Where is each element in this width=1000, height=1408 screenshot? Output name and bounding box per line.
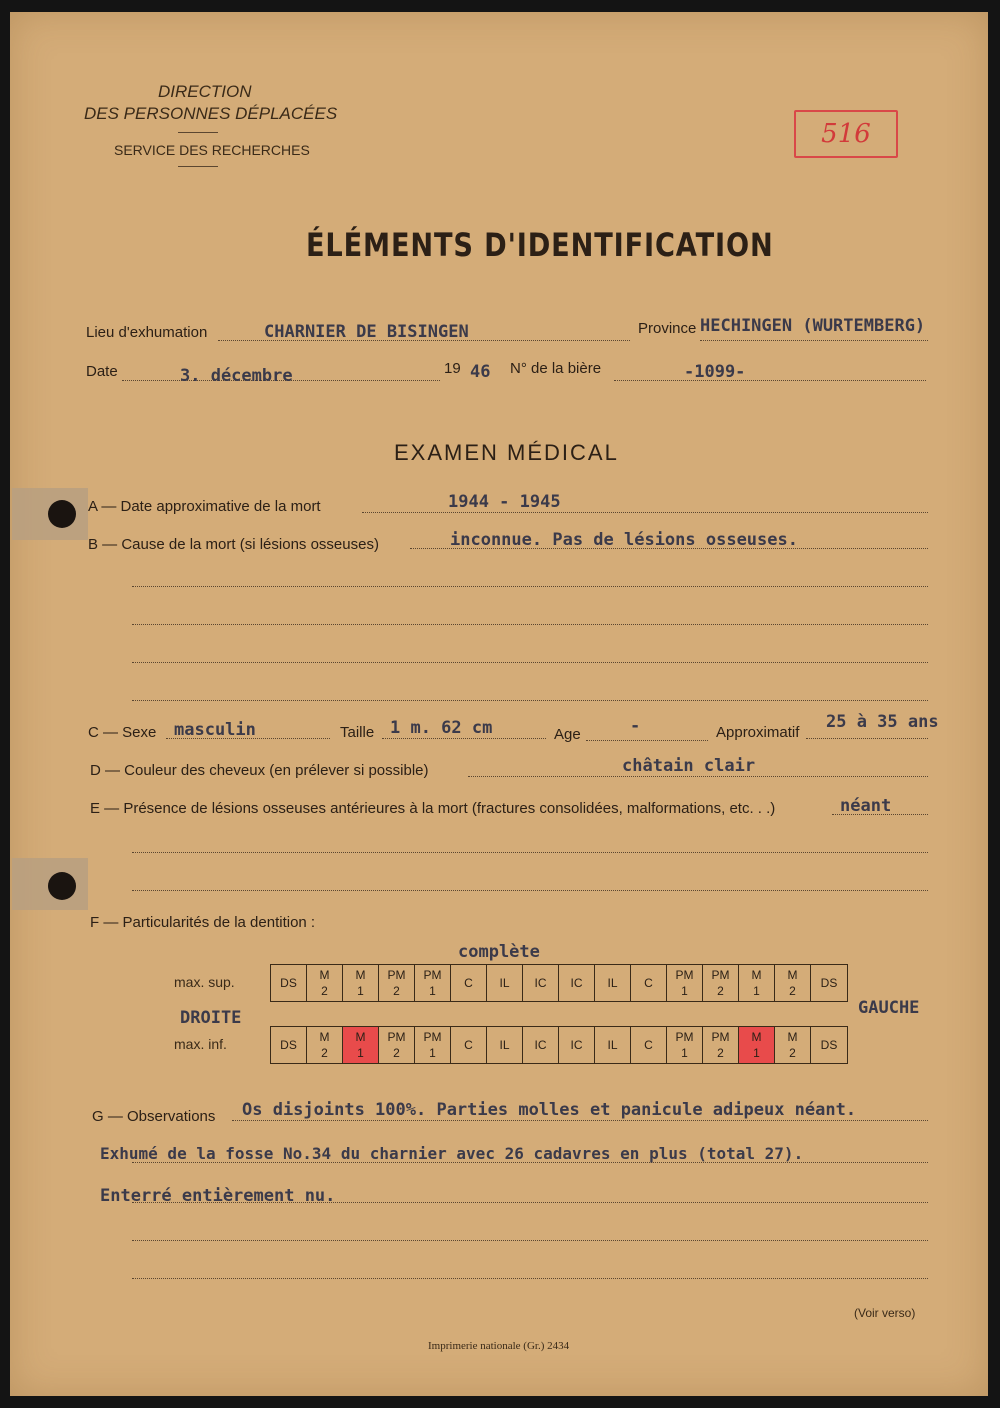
tooth-code: IC [570, 976, 583, 990]
tooth-cell [811, 965, 847, 1001]
tooth-number: 1 [753, 984, 760, 998]
tooth-code: DS [280, 976, 297, 990]
blank-line [132, 890, 928, 891]
tooth-cell [271, 965, 307, 1001]
blank-line [132, 624, 928, 625]
tooth-code: IC [570, 1038, 583, 1052]
tooth-cell [523, 1027, 559, 1063]
lower-teeth-chart [270, 1026, 848, 1064]
observation-line-2: Exhumé de la fosse No.34 du charnier avec 26 cadavres en plus (total 27). [100, 1144, 804, 1163]
header-divider [178, 132, 218, 133]
tooth-code: DS [820, 976, 838, 990]
a-value: 1944 - 1945 [448, 492, 561, 512]
tooth-cell [559, 965, 595, 1001]
tooth-code: C [464, 1038, 473, 1052]
tooth-number: 2 [717, 1046, 724, 1060]
imprimerie-footer: Imprimerie nationale (Gr.) 2434 [428, 1340, 570, 1352]
province-value: HECHINGEN (WURTEMBERG) [700, 316, 926, 336]
tooth-cell [415, 1027, 451, 1063]
tooth-code: C [464, 976, 473, 990]
tooth-cell [379, 965, 415, 1001]
tooth-cell [271, 1027, 307, 1063]
date-value: 3. décembre [180, 366, 293, 386]
blank-line [132, 1278, 928, 1279]
tooth-code: IC [534, 976, 547, 990]
tooth-number: 1 [681, 1046, 688, 1060]
tooth-code: M [319, 968, 330, 982]
blank-line [132, 852, 928, 853]
g-label: G — Observations [92, 1108, 216, 1125]
tooth-number: 1 [357, 984, 364, 998]
tooth-cell [739, 965, 775, 1001]
tooth-cell [595, 1027, 631, 1063]
blank-line [132, 662, 928, 663]
tooth-code: M [787, 1030, 798, 1044]
dentition-complete-note: complète [458, 942, 540, 962]
province-label: Province [638, 320, 697, 337]
tooth-number: 2 [393, 984, 400, 998]
tooth-number: 2 [717, 984, 724, 998]
tooth-cell [307, 965, 343, 1001]
e-value: néant [840, 796, 892, 816]
biere-label: N° de la bière [510, 360, 602, 377]
tooth-number: 1 [429, 1046, 436, 1060]
observation-line-1: Os disjoints 100%. Parties molles et panicule adipeux néant. [242, 1100, 857, 1120]
tooth-number: 1 [357, 1046, 364, 1060]
tooth-cell [703, 1027, 739, 1063]
b-value: inconnue. Pas de lésions osseuses. [450, 530, 798, 550]
tooth-number: 2 [789, 1046, 796, 1060]
observation-line-3: Enterré entièrement nu. [100, 1186, 336, 1206]
tooth-cell [631, 965, 667, 1001]
tooth-cell [415, 965, 451, 1001]
year-value: 46 [470, 362, 491, 382]
tooth-code: PM [711, 968, 730, 982]
tooth-cell [595, 965, 631, 1001]
tooth-code: PM [387, 968, 406, 982]
c-age-value: - [630, 716, 641, 736]
tooth-code: PM [423, 1030, 442, 1044]
tooth-code: M [787, 968, 798, 982]
voir-verso: (Voir verso) [854, 1306, 916, 1320]
tooth-cell [451, 965, 487, 1001]
tooth-code: IL [607, 1038, 618, 1052]
tooth-cell [343, 1027, 379, 1063]
tooth-code: IL [499, 1038, 510, 1052]
a-label: A — Date approximative de la mort [88, 498, 321, 515]
e-label: E — Présence de lésions osseuses antérieures à la mort (fractures consolidées, malformations, etc. . .) [90, 800, 776, 817]
tooth-code: IC [534, 1038, 547, 1052]
blank-line [132, 586, 928, 587]
tooth-cell [523, 965, 559, 1001]
tooth-number: 1 [753, 1046, 760, 1060]
c-approx-label: Approximatif [716, 724, 800, 741]
header-service: SERVICE DES RECHERCHES [114, 142, 310, 158]
tooth-cell [775, 965, 811, 1001]
tooth-cell [559, 1027, 595, 1063]
tooth-cell [811, 1027, 847, 1063]
c-sexe-label: C — Sexe [88, 724, 157, 741]
punch-hole [48, 872, 76, 900]
tooth-code: PM [675, 968, 694, 982]
reference-stamp: 516 [794, 110, 898, 158]
tooth-cell [667, 1027, 703, 1063]
lieu-value: CHARNIER DE BISINGEN [264, 322, 469, 342]
tooth-number: 2 [393, 1046, 400, 1060]
year-prefix: 19 [444, 360, 461, 377]
max-inf-label: max. inf. [174, 1036, 227, 1052]
tooth-code: DS [820, 1038, 838, 1052]
upper-teeth-chart [270, 964, 848, 1002]
tooth-code: IL [499, 976, 510, 990]
tooth-cell [307, 1027, 343, 1063]
gauche-label: GAUCHE [858, 998, 920, 1018]
tooth-cell [343, 965, 379, 1001]
tooth-code: M [355, 968, 366, 982]
header-personnes: DES PERSONNES DÉPLACÉES [84, 104, 338, 123]
form-page [10, 12, 988, 1396]
tooth-cell [775, 1027, 811, 1063]
tooth-code: C [644, 976, 653, 990]
date-label: Date [86, 363, 118, 380]
tooth-code: PM [387, 1030, 406, 1044]
blank-line [132, 700, 928, 701]
max-sup-label: max. sup. [174, 974, 235, 990]
c-taille-value: 1 m. 62 cm [390, 718, 493, 738]
tooth-code: M [751, 968, 762, 982]
header-direction: DIRECTION [158, 82, 252, 101]
tooth-code: M [355, 1030, 366, 1044]
biere-value: -1099- [684, 362, 746, 382]
tooth-code: PM [711, 1030, 730, 1044]
tooth-cell [487, 965, 523, 1001]
tooth-number: 2 [321, 984, 328, 998]
c-sexe-value: masculin [174, 720, 256, 740]
section-title: EXAMEN MÉDICAL [394, 440, 619, 465]
tooth-code: IL [607, 976, 618, 990]
tooth-cell [487, 1027, 523, 1063]
header-divider [178, 166, 218, 167]
tooth-cell [667, 965, 703, 1001]
d-value: châtain clair [622, 756, 756, 776]
tooth-code: PM [423, 968, 442, 982]
tooth-number: 2 [321, 1046, 328, 1060]
droite-label: DROITE [180, 1008, 242, 1028]
tooth-code: C [644, 1038, 653, 1052]
tooth-cell [631, 1027, 667, 1063]
c-approx-value: 25 à 35 ans [826, 712, 939, 732]
c-taille-label: Taille [340, 724, 375, 741]
f-label: F — Particularités de la dentition : [90, 914, 316, 931]
b-label: B — Cause de la mort (si lésions osseuses) [88, 536, 379, 553]
tooth-number: 1 [429, 984, 436, 998]
tooth-code: PM [675, 1030, 694, 1044]
tooth-code: DS [280, 1038, 297, 1052]
tooth-cell [379, 1027, 415, 1063]
d-label: D — Couleur des cheveux (en prélever si possible) [90, 762, 429, 779]
c-age-label: Age [554, 726, 581, 743]
tooth-number: 2 [789, 984, 796, 998]
tooth-cell [739, 1027, 775, 1063]
lieu-label: Lieu d'exhumation [86, 324, 208, 341]
blank-line [132, 1240, 928, 1241]
tooth-cell [703, 965, 739, 1001]
form-title: ÉLÉMENTS D'IDENTIFICATION [306, 226, 774, 264]
tooth-code: M [751, 1030, 762, 1044]
punch-hole [48, 500, 76, 528]
tooth-number: 1 [681, 984, 688, 998]
tooth-code: M [319, 1030, 330, 1044]
tooth-cell [451, 1027, 487, 1063]
